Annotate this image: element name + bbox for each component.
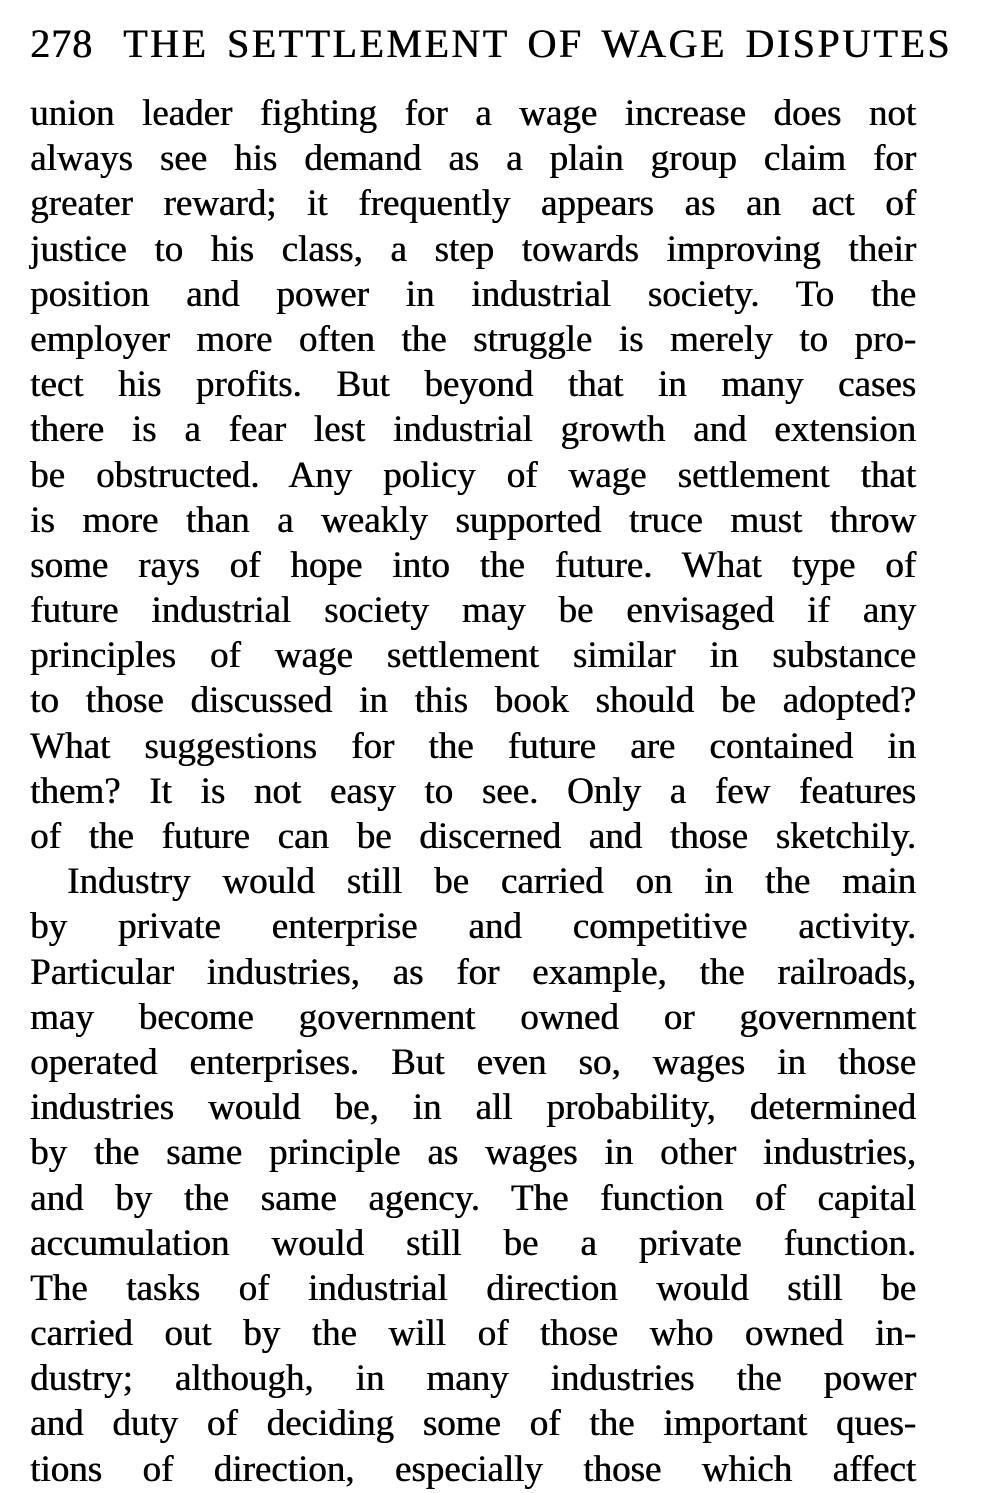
text-line: justice to his class, a step towards improving their bbox=[30, 228, 916, 270]
text-line: union leader fighting for a wage increase does not bbox=[30, 93, 916, 134]
text-line: some rays of hope into the future. What type of bbox=[30, 544, 916, 586]
text-line: greater reward; it frequently appears as an act of bbox=[30, 183, 916, 225]
text-line: tions of direction, especially those which affect bbox=[30, 1448, 916, 1490]
text-line: What suggestions for the future are contained in bbox=[30, 725, 916, 767]
text-line: is more than a weakly supported truce must throw bbox=[30, 499, 916, 541]
text-line: tect his profits. But beyond that in many cases bbox=[30, 364, 916, 406]
text-line: them? It is not easy to see. Only a few features bbox=[30, 770, 916, 812]
text-line: industries would be, in all probability, determined bbox=[30, 1087, 916, 1129]
text-line: employer more often the struggle is merely to pro- bbox=[30, 318, 916, 360]
text-line: position and power in industrial society. To the bbox=[30, 273, 916, 315]
text-line: by the same principle as wages in other industries, bbox=[30, 1132, 916, 1174]
text-line: there is a fear lest industrial growth and extension bbox=[30, 409, 916, 451]
running-title: THE SETTLEMENT OF WAGE DISPUTES bbox=[123, 21, 952, 66]
text-line: The tasks of industrial direction would still be bbox=[30, 1267, 916, 1309]
body-text bbox=[30, 91, 916, 1492]
text-line: and duty of deciding some of the important ques- bbox=[30, 1403, 916, 1445]
page-header bbox=[30, 21, 952, 66]
text-line: future industrial society may be envisaged if any bbox=[30, 590, 916, 632]
text-line: and by the same agency. The function of capital bbox=[30, 1177, 916, 1219]
text-line: by private enterprise and competitive activity. bbox=[30, 906, 916, 948]
text-line: Particular industries, as for example, the railroads, bbox=[30, 951, 916, 993]
page-content bbox=[30, 21, 952, 1492]
text-line: be obstructed. Any policy of wage settlement that bbox=[30, 454, 916, 496]
text-line: dustry; although, in many industries the power bbox=[30, 1358, 916, 1400]
text-line: may become government owned or government bbox=[30, 996, 916, 1038]
text-line: always see his demand as a plain group claim for bbox=[30, 138, 916, 180]
text-line-paragraph-start: Industry would still be carried on in the main bbox=[67, 861, 916, 903]
text-line: of the future can be discerned and those sketchily. bbox=[30, 816, 916, 857]
text-line: to those discussed in this book should be adopted? bbox=[30, 680, 916, 722]
text-line: principles of wage settlement similar in substance bbox=[30, 635, 916, 677]
text-line: operated enterprises. But even so, wages in those bbox=[30, 1041, 916, 1083]
text-line: carried out by the will of those who owned in- bbox=[30, 1313, 916, 1355]
text-line: accumulation would still be a private function. bbox=[30, 1222, 916, 1264]
page-number: 278 bbox=[30, 21, 93, 66]
